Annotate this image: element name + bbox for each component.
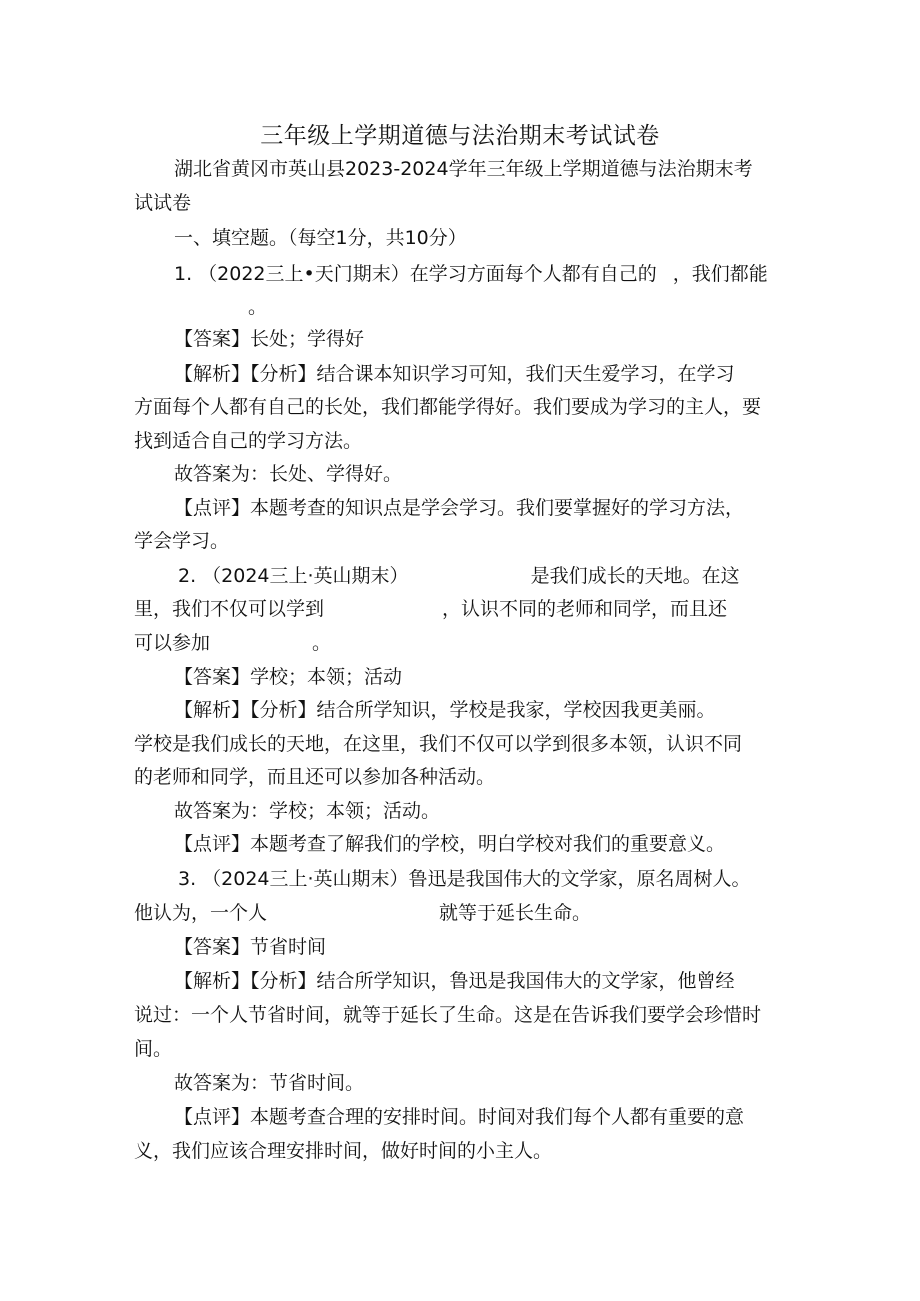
q2-analysis-line-1: 【解析】【分析】结合所学知识，学校是我家，学校因我更美丽。 xyxy=(174,699,716,721)
q3-answer: 【答案】节省时间 xyxy=(174,936,327,958)
q3-stem-part-a: 他认为，一个人 xyxy=(134,902,268,924)
section-heading: 一、填空题。（每空1分，共10分） xyxy=(174,227,467,249)
subtitle-line-2: 试试卷 xyxy=(134,192,192,214)
q1-stem-part-a: 1. （2022三上•天门期末）在学习方面每个人都有自己的 xyxy=(174,263,657,285)
q2-stem-line-2 xyxy=(134,600,727,619)
q2-analysis-line-2: 学校是我们成长的天地，在这里，我们不仅可以学到很多本领，认识不同 xyxy=(134,733,743,755)
q3-stem-line-1: 3. （2024三上·英山期末）鲁迅是我国伟大的文学家，原名周树人。 xyxy=(178,868,751,890)
q3-comment-line-2: 义，我们应该合理安排时间，做好时间的小主人。 xyxy=(134,1140,553,1162)
q1-comment-line-1: 【点评】本题考查的知识点是学会学习。我们要掌握好的学习方法， xyxy=(174,497,745,519)
q2-stem-part-f: 。 xyxy=(312,632,332,654)
q1-analysis-line-1: 【解析】【分析】结合课本知识学习可知，我们天生爱学习，在学习 xyxy=(174,363,735,385)
q2-stem-part-c: 里，我们不仅可以学到 xyxy=(134,598,325,620)
q3-stem-part-b: 就等于延长生命。 xyxy=(439,902,592,924)
q2-stem-line-3 xyxy=(134,634,331,653)
q1-stem-part-b: ，我们都能 xyxy=(672,263,768,285)
q3-analysis-line-1: 【解析】【分析】结合所学知识，鲁迅是我国伟大的文学家，他曾经 xyxy=(174,970,735,992)
q1-stem-line-2: 。 xyxy=(248,296,268,318)
q2-analysis-line-3: 的老师和同学，而且还可以参加各种活动。 xyxy=(134,766,496,788)
q2-answer: 【答案】学校；本领；活动 xyxy=(174,666,403,688)
q2-stem-part-d: ，认识不同的老师和同学，而且还 xyxy=(442,598,728,620)
q3-conclusion: 故答案为：节省时间。 xyxy=(174,1072,365,1094)
q1-stem-line-1 xyxy=(174,265,768,284)
page-title: 三年级上学期道德与法治期末考试试卷 xyxy=(260,123,660,149)
q2-stem-part-e: 可以参加 xyxy=(134,632,211,654)
q3-analysis-line-3: 间。 xyxy=(134,1038,173,1060)
q1-analysis-line-2: 方面每个人都有自己的长处，我们都能学得好。我们要成为学习的主人，要 xyxy=(134,396,762,418)
q3-comment-line-1: 【点评】本题考查合理的安排时间。时间对我们每个人都有重要的意 xyxy=(174,1106,745,1128)
q2-stem-line-1 xyxy=(178,567,740,586)
q2-stem-part-b: 是我们成长的天地。在这 xyxy=(530,565,740,587)
q3-analysis-line-2: 说过：一个人节省时间，就等于延长了生命。这是在告诉我们要学会珍惜时 xyxy=(134,1004,762,1026)
q2-comment: 【点评】本题考查了解我们的学校，明白学校对我们的重要意义。 xyxy=(174,833,726,855)
q3-stem-line-2 xyxy=(134,904,591,923)
q2-conclusion: 故答案为：学校；本领；活动。 xyxy=(174,800,441,822)
subtitle-line-1: 湖北省黄冈市英山县2023-2024学年三年级上学期道德与法治期末考 xyxy=(174,158,753,180)
q1-answer: 【答案】长处；学得好 xyxy=(174,328,365,350)
q1-conclusion: 故答案为：长处、学得好。 xyxy=(174,463,403,485)
q1-analysis-line-3: 找到适合自己的学习方法。 xyxy=(134,430,363,452)
q1-comment-line-2: 学会学习。 xyxy=(134,530,230,552)
q2-stem-part-a: 2. （2024三上·英山期末） xyxy=(178,565,409,587)
